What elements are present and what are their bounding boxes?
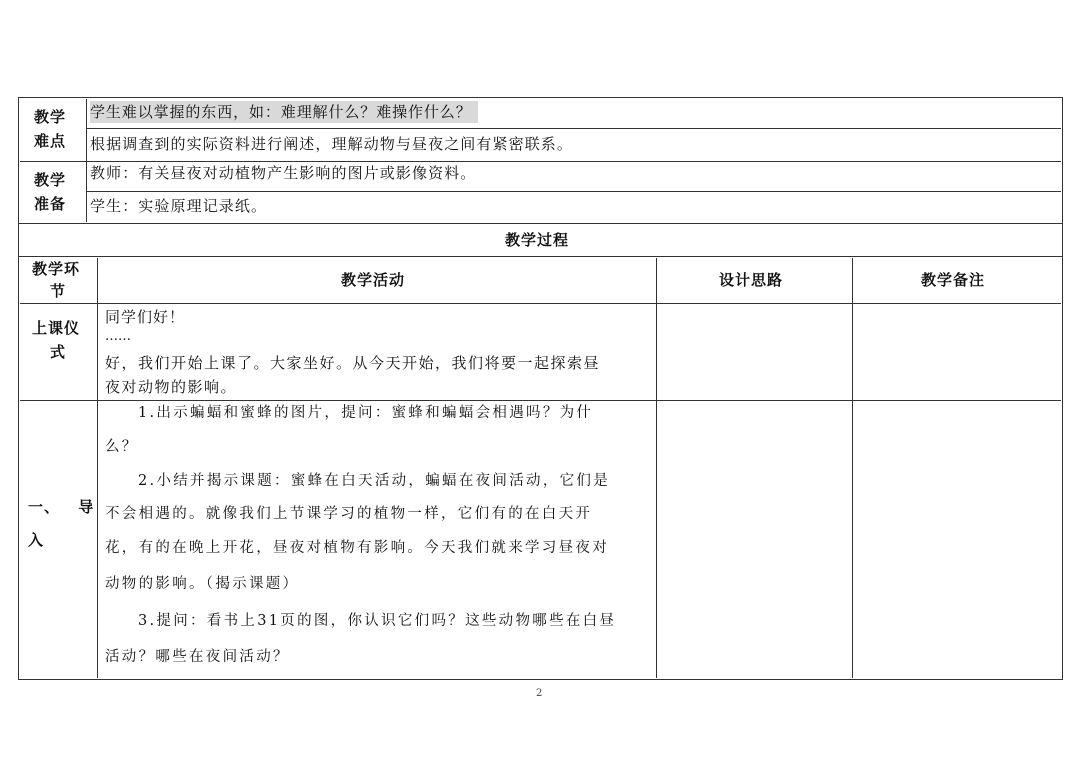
design-column-divider	[852, 258, 853, 678]
preparation-teacher: 教师：有关昼夜对动植物产生影响的图片或影像资料。	[90, 164, 477, 182]
intro-line-5: 花，有的在晚上开花，昼夜对植物有影响。今天我们就来学习昼夜对	[105, 540, 609, 556]
activity-column-divider	[656, 258, 657, 678]
header-stage-line2: 节	[50, 282, 67, 300]
row-divider-minor	[87, 128, 1061, 129]
intro-line-4: 不会相遇的。就像我们上节课学习的植物一样，它们有的在白天开	[105, 506, 593, 522]
ceremony-line-4: 夜对动物的影响。	[105, 378, 238, 396]
page-number: 2	[536, 688, 543, 699]
intro-line-7: 3.提问：看书上31页的图，你认识它们吗？这些动物哪些在白昼	[138, 613, 617, 629]
preparation-student: 学生：实验原理记录纸。	[90, 197, 268, 215]
preparation-label-line2: 准备	[34, 195, 67, 213]
row-divider-minor	[87, 191, 1061, 192]
stage-intro-line2: 入	[28, 531, 45, 549]
header-design: 设计思路	[719, 271, 784, 289]
header-row-divider	[20, 303, 1061, 304]
ceremony-line-3: 好，我们开始上课了。大家坐好。从今天开始，我们将要一起探索昼	[105, 354, 601, 372]
stage-column-divider	[97, 258, 98, 678]
preparation-label-line1: 教学	[34, 171, 67, 189]
difficulty-label-line1: 教学	[34, 108, 67, 126]
intro-line-8: 活动？哪些在夜间活动？	[105, 649, 290, 665]
header-stage-line1: 教学环	[32, 260, 81, 278]
difficulty-label-line2: 难点	[34, 132, 67, 150]
header-notes: 教学备注	[921, 271, 986, 289]
header-activity: 教学活动	[341, 271, 406, 289]
intro-line-1: 1.出示蝙蝠和蜜蜂的图片，提问：蜜蜂和蝙蝠会相遇吗？为什	[138, 405, 594, 421]
intro-line-2: 么？	[105, 439, 139, 455]
ceremony-line-1: 同学们好！	[105, 308, 186, 326]
difficulty-text-row2: 根据调查到的实际资料进行阐述，理解动物与昼夜之间有紧密联系。	[90, 135, 574, 153]
ceremony-line-2: ……	[105, 329, 131, 344]
stage-intro-line1: 一、 导	[28, 498, 95, 516]
process-title: 教学过程	[505, 231, 570, 249]
difficulty-text-row1: 学生难以掌握的东西，如：难理解什么？难操作什么？	[90, 101, 478, 123]
intro-line-3: 2.小结并揭示课题：蜜蜂在白天活动，蝙蝠在夜间活动，它们是	[138, 473, 611, 489]
stage-ceremony-line2: 式	[50, 343, 67, 361]
intro-line-6: 动物的影响。（揭示课题）	[105, 576, 300, 592]
stage-ceremony-line1: 上课仪	[32, 319, 81, 337]
